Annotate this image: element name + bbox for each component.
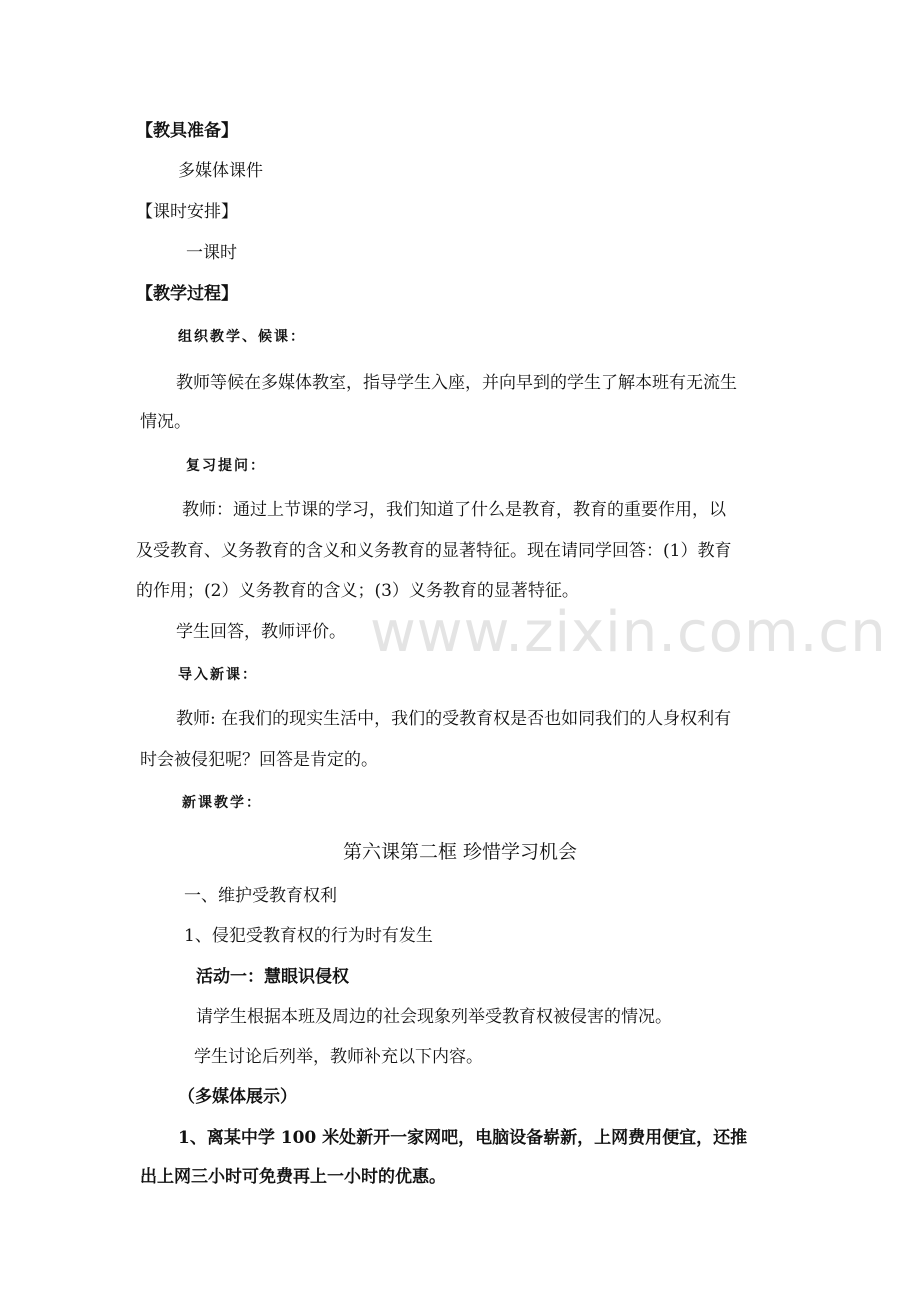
case-1-line-1: 1、离某中学 100 米处新开一家网吧，电脑设备崭新，上网费用便宜，还推 xyxy=(178,1128,748,1148)
review-text-1: 教师：通过上节课的学习，我们知道了什么是教育，教育的重要作用，以 xyxy=(182,500,726,520)
intro-label: 导入新课： xyxy=(178,667,258,683)
review-text-2: 及受教育、义务教育的含义和义务教育的显著特征。现在请同学回答：(1）教育 xyxy=(136,541,732,561)
case-1-line-2: 出上网三小时可免费再上一小时的优惠。 xyxy=(140,1167,446,1187)
schedule-heading: 【课时安排】 xyxy=(136,202,238,222)
review-text-4: 学生回答，教师评价。 xyxy=(176,622,346,642)
organize-text-2: 情况。 xyxy=(140,412,191,432)
activity-title: 活动一：慧眼识侵权 xyxy=(196,967,349,987)
intro-text-2: 时会被侵犯呢？回答是肯定的。 xyxy=(140,750,378,770)
lesson-title: 第六课第二框 珍惜学习机会 xyxy=(342,841,578,863)
part-one-heading: 一、维护受教育权利 xyxy=(184,886,337,906)
process-heading: 【教学过程】 xyxy=(136,284,238,304)
point-one-heading: 1、侵犯受教育权的行为时有发生 xyxy=(184,926,433,946)
activity-text-2: 学生讨论后列举，教师补充以下内容。 xyxy=(194,1047,483,1067)
watermark: www.zixin.com.cn xyxy=(370,600,887,665)
tools-content: 多媒体课件 xyxy=(178,161,263,181)
tools-heading: 【教具准备】 xyxy=(136,121,238,141)
media-label: （多媒体展示） xyxy=(178,1087,297,1107)
schedule-content: 一课时 xyxy=(186,243,237,263)
review-text-3: 的作用；(2）义务教育的含义；(3）义务教育的显著特征。 xyxy=(136,581,579,601)
organize-text-1: 教师等候在多媒体教室，指导学生入座，并向早到的学生了解本班有无流生 xyxy=(176,373,737,393)
activity-text-1: 请学生根据本班及周边的社会现象列举受教育权被侵害的情况。 xyxy=(196,1007,672,1027)
review-label: 复习提问： xyxy=(186,458,266,474)
organize-label: 组织教学、候课： xyxy=(178,329,306,345)
intro-text-1: 教师: 在我们的现实生活中，我们的受教育权是否也如同我们的人身权利有 xyxy=(176,709,732,729)
new-lesson-label: 新课教学： xyxy=(182,795,262,811)
